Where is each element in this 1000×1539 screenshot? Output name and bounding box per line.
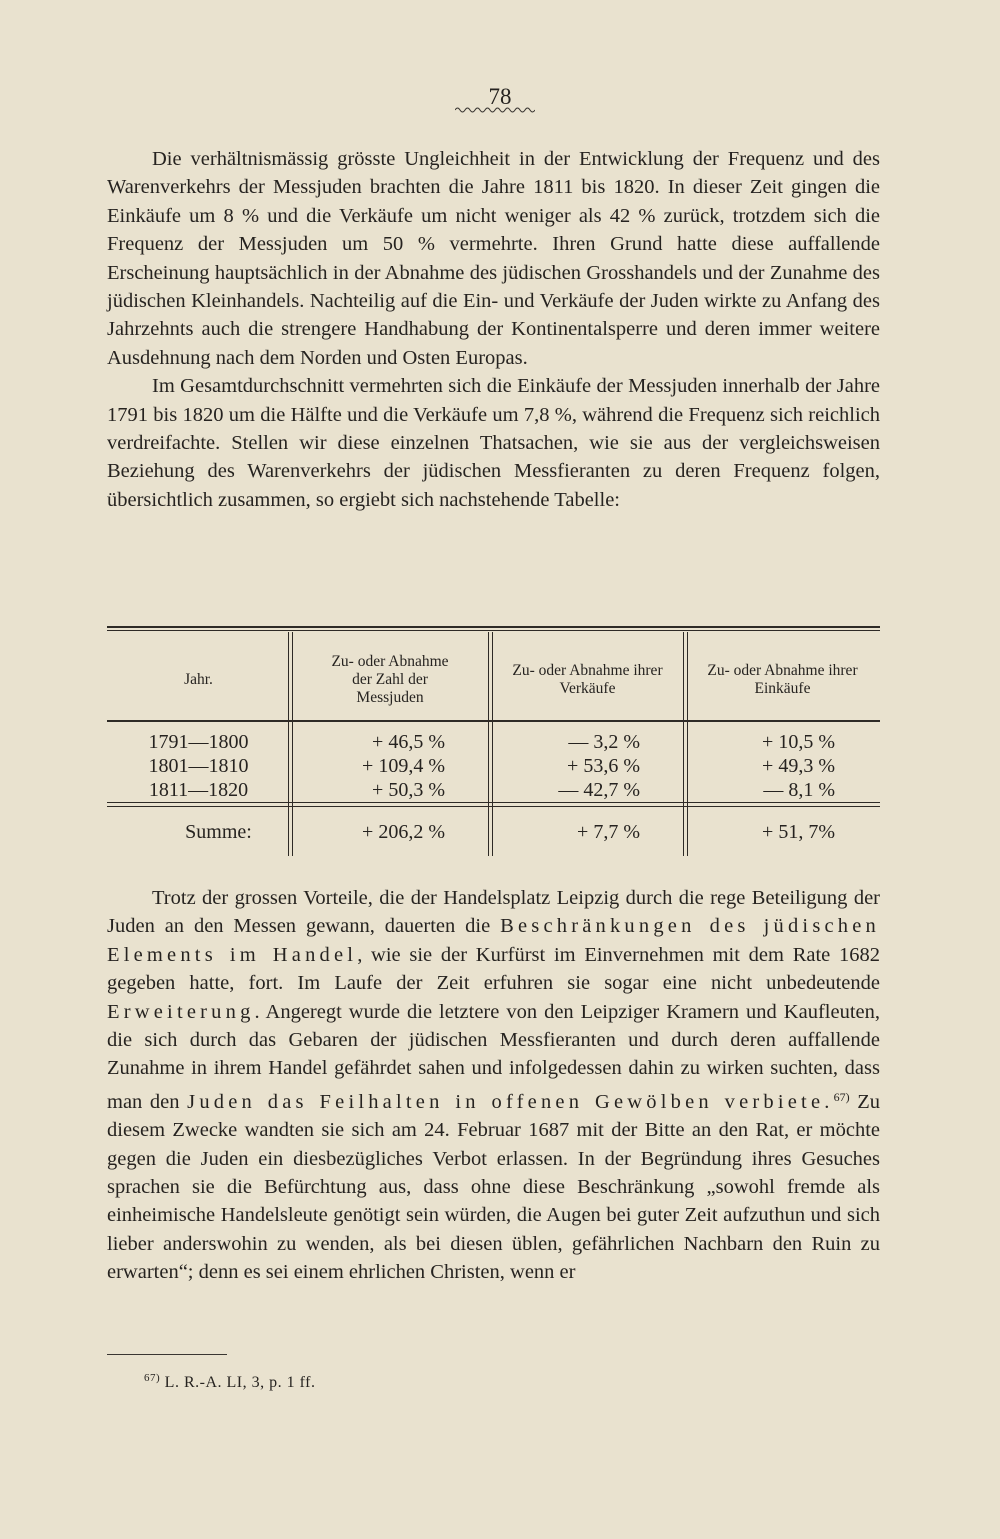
table-header-sales: Zu- oder Abnahme ihrer Verkäufe bbox=[512, 662, 663, 697]
text-run: Trotz der grossen Vorteile, die der Handelsplatz Leipzig durch die rege Beteiligung der Juden an den Messen gewann, dauerten die bbox=[107, 887, 880, 938]
table-cell-year: 1791—1800 bbox=[148, 731, 249, 753]
body-text-bottom bbox=[107, 884, 880, 1287]
body-text-top bbox=[107, 145, 880, 514]
footnote-text: L. R.-A. LI, 3, p. 1 ff. bbox=[164, 1374, 316, 1391]
text-run: Die verhältnismässig grösste Ungleichheit in der Entwicklung der Frequenz und des Warenverkehrs der Messjuden brachten die Jahre 1811 bis 1820. In dieser Zeit gingen die Einkäufe um 8 % bbox=[107, 148, 880, 227]
table-header-purchases: Zu- oder Abnahme ihrer Einkäufe bbox=[707, 662, 858, 697]
page-number: 78 bbox=[488, 84, 512, 109]
table-sum-purchases: + 51, 7% bbox=[762, 821, 835, 843]
text-run: vermehrte. Ihren Grund hatte diese auffallende Erscheinung hauptsächlich in der Abnahme des jüdischen Grosshandels und der Zunahme des jüdischen Kleinhandels. Nachteilig auf die Ein- und Verkäufe der Juden wirkte zu Anfang des Jahrzehnts auch die strengere Handhabung der Kontinentalsperre und deren immer weitere Ausdehnung nach dem Norden und Osten Europas. bbox=[107, 233, 880, 369]
table-rule-sum bbox=[107, 802, 880, 803]
text-run: Im Gesamtdurchschnitt vermehrten sich die Einkäufe der Messjuden innerhalb der Jahre 1791 bis 1820 um die Hälfte und die Verkäufe um 7,8 %, während die Frequenz sich reichlich verdreifachte. Stellen wir diese einzelnen Thatsachen, wie sie aus der vergleichsweisen Beziehung des Warenverkehrs der jüdischen Messfieranten zu deren Frequenz folgen, übersichtlich zusammen, so ergiebt sich nachstehende Tabelle: bbox=[107, 375, 880, 511]
emphasized-text: Erweiterung bbox=[107, 1000, 255, 1023]
emphasized-text: Juden das Feilhalten in offenen Gewölben verbiete. bbox=[187, 1090, 834, 1113]
table-rule-sum-inner bbox=[107, 806, 880, 807]
table-sum-sales: + 7,7 % bbox=[577, 821, 640, 843]
table-cell-purchases: + 10,5 % bbox=[762, 731, 835, 753]
table-header-count: Zu- oder Abnahme der Zahl der Messjuden bbox=[331, 653, 449, 706]
table-cell-count: + 50,3 % bbox=[372, 779, 445, 801]
paragraph bbox=[107, 884, 880, 1287]
table-rule-top-inner bbox=[107, 630, 880, 631]
footnote-mark: 67) bbox=[144, 1372, 161, 1384]
table-cell-sales: — 3,2 % bbox=[568, 731, 640, 753]
table-cell-count: + 46,5 % bbox=[372, 731, 445, 753]
page-number-ornament bbox=[455, 106, 535, 114]
text-run: und die Verkäufe um nicht weniger als 42 % bbox=[259, 204, 656, 227]
text-run: . Angeregt wurde die letztere von den Leipziger Kramern und Kaufleuten, die sich durch das Gebaren der jüdischen Messfieranten und durch deren auffallende Zunahme in ihrem Handel gefährdet sahen und infolgedessen dahin zu wirken suchten, dass man den bbox=[107, 1000, 880, 1113]
footnote-reference[interactable]: 67) bbox=[833, 1089, 850, 1104]
text-run: Zu diesem Zwecke wandten sie sich am 24. Februar 1687 mit der Bitte an den Rat, er möchte gegen die Juden ein diesbezügliches Verbot erlassen. In der Begründung ihres Gesuches sprachen sie die Befürchtung aus, dass ohne diese Beschränkung „sowohl fremde als einheimische Handelsleute genötigt sein würden, die Augen bei guter Zeit aufzuthun und sich lieber anderswohin zu wenden, als bei diesen üblen, gefährlichen Nachbarn den Ruin zu erwarten“; denn es sei einem ehrlichen Christen, wenn er bbox=[107, 1090, 880, 1284]
table-cell-count: + 109,4 % bbox=[362, 755, 445, 777]
table-cell-purchases: + 49,3 % bbox=[762, 755, 835, 777]
table-header-year: Jahr. bbox=[184, 671, 213, 688]
text-run: , wie sie der Kurfürst im Einvernehmen mit dem Rate 1682 gegeben hatte, fort. Im Laufe der Zeit erfuhren sie sogar eine nicht unbedeutende bbox=[107, 943, 880, 995]
table-cell-sales: + 53,6 % bbox=[567, 755, 640, 777]
paragraph bbox=[107, 372, 880, 514]
table-cell-purchases: — 8,1 % bbox=[763, 779, 835, 801]
table-sum-count: + 206,2 % bbox=[362, 821, 445, 843]
table-rule-top bbox=[107, 626, 880, 628]
table-cell-sales: — 42,7 % bbox=[558, 779, 640, 801]
emphasized-text: Beschränkungen des jüdischen Elements im Handel bbox=[107, 915, 880, 966]
table-cell-year: 1801—1810 bbox=[148, 755, 249, 777]
footnote-separator bbox=[107, 1354, 227, 1355]
table-cell-year: 1811—1820 bbox=[148, 779, 249, 801]
paragraph bbox=[107, 145, 880, 372]
footnote bbox=[144, 1372, 315, 1392]
statistics-table bbox=[107, 626, 880, 858]
text-run: zurück, trotzdem sich die Frequenz der Messjuden um 50 % bbox=[107, 204, 881, 256]
table-sum-label: Summe: bbox=[185, 821, 252, 843]
